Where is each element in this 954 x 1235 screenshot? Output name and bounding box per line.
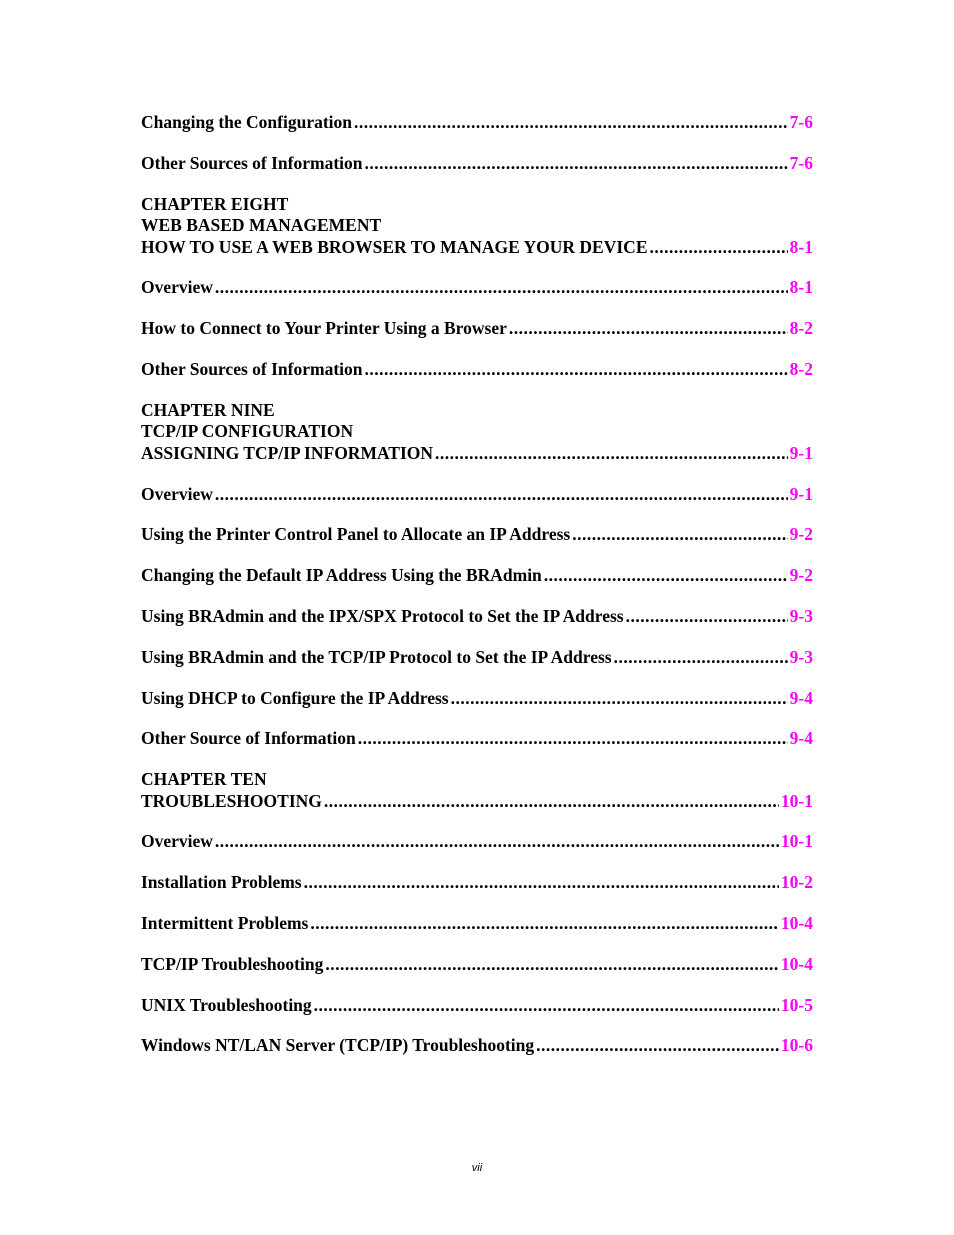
toc-entry[interactable] xyxy=(141,995,813,1017)
toc-entry[interactable] xyxy=(141,484,813,506)
leader-dots xyxy=(572,524,787,546)
toc-entry[interactable] xyxy=(141,153,813,175)
toc-page-link[interactable]: 9-2 xyxy=(789,565,813,586)
chapter-ten-section xyxy=(141,769,813,1057)
toc-entry-label: Overview xyxy=(141,277,213,298)
toc-entry[interactable] xyxy=(141,606,813,628)
leader-dots xyxy=(451,688,788,710)
toc-page-link[interactable]: 9-3 xyxy=(789,605,813,626)
leader-dots xyxy=(614,647,788,669)
leader-dots xyxy=(365,153,788,175)
chapter-title-heading: WEB BASED MANAGEMENT xyxy=(141,215,382,236)
toc-entry[interactable] xyxy=(141,913,813,935)
toc-entry[interactable] xyxy=(141,831,813,853)
leader-dots xyxy=(325,954,779,976)
toc-entry-label: How to Connect to Your Printer Using a Browser xyxy=(141,318,507,339)
toc-entry-label: Using BRAdmin and the TCP/IP Protocol to Set the IP Address xyxy=(141,646,612,667)
leader-dots xyxy=(354,112,788,134)
leader-dots xyxy=(215,277,788,299)
toc-entry-label: Changing the Default IP Address Using the BRAdmin xyxy=(141,565,542,586)
toc-page-link[interactable]: 10-1 xyxy=(780,831,813,852)
leader-dots xyxy=(310,913,779,935)
toc-entry-label: Installation Problems xyxy=(141,872,302,893)
toc-entry-label: Using DHCP to Configure the IP Address xyxy=(141,687,449,708)
toc-entry[interactable] xyxy=(141,318,813,340)
leader-dots xyxy=(304,872,779,894)
toc-page-link[interactable]: 9-4 xyxy=(789,728,813,749)
toc-page-link[interactable]: 10-4 xyxy=(780,953,813,974)
toc-entry[interactable] xyxy=(141,954,813,976)
chapter-nine-section xyxy=(141,400,813,750)
toc-entry-label: TROUBLESHOOTING xyxy=(141,790,322,811)
toc-entry-label: Overview xyxy=(141,483,213,504)
leader-dots xyxy=(544,565,788,587)
toc-entry-label: Intermittent Problems xyxy=(141,913,309,934)
toc-entry[interactable] xyxy=(141,1035,813,1057)
toc-page-link[interactable]: 9-3 xyxy=(789,646,813,667)
toc-entry[interactable] xyxy=(141,443,813,465)
toc-page-link[interactable]: 9-1 xyxy=(789,442,813,463)
leader-dots xyxy=(324,791,779,813)
leader-dots xyxy=(215,484,788,506)
toc-entry-label: UNIX Troubleshooting xyxy=(141,994,312,1015)
leader-dots xyxy=(509,318,788,340)
toc-entry-label: Overview xyxy=(141,831,213,852)
toc-page-link[interactable]: 9-4 xyxy=(789,687,813,708)
toc-entry-label: Other Source of Information xyxy=(141,728,356,749)
table-of-contents xyxy=(141,112,813,1076)
toc-entry[interactable] xyxy=(141,112,813,134)
toc-entry[interactable] xyxy=(141,277,813,299)
toc-page-link[interactable]: 10-5 xyxy=(780,994,813,1015)
toc-page-link[interactable]: 9-1 xyxy=(789,483,813,504)
toc-entry-label: Other Sources of Information xyxy=(141,152,363,173)
leader-dots xyxy=(365,359,788,381)
toc-page-link[interactable]: 8-2 xyxy=(789,358,813,379)
page-number-footer: vii xyxy=(471,1162,483,1174)
toc-entry-label: Using the Printer Control Panel to Allocate an IP Address xyxy=(141,524,571,545)
chapter-eight-section xyxy=(141,194,813,381)
toc-entry[interactable] xyxy=(141,647,813,669)
chapter-number-heading: CHAPTER EIGHT xyxy=(141,193,289,214)
toc-entry[interactable] xyxy=(141,359,813,381)
leader-dots xyxy=(626,606,788,628)
toc-page-link[interactable]: 10-1 xyxy=(780,790,813,811)
toc-page-link[interactable]: 8-1 xyxy=(789,277,813,298)
chapter-title-heading: TCP/IP CONFIGURATION xyxy=(141,421,354,442)
toc-entry[interactable] xyxy=(141,688,813,710)
toc-entry[interactable] xyxy=(141,237,813,259)
toc-entry-label: TCP/IP Troubleshooting xyxy=(141,953,324,974)
leader-dots xyxy=(215,831,779,853)
toc-entry[interactable] xyxy=(141,872,813,894)
toc-page-link[interactable]: 10-2 xyxy=(780,872,813,893)
toc-entry-label: HOW TO USE A WEB BROWSER TO MANAGE YOUR DEVICE xyxy=(141,236,648,257)
toc-entry[interactable] xyxy=(141,524,813,546)
leader-dots xyxy=(358,728,788,750)
toc-page-link[interactable]: 10-4 xyxy=(780,913,813,934)
toc-entry-label: ASSIGNING TCP/IP INFORMATION xyxy=(141,442,434,463)
leader-dots xyxy=(650,237,788,259)
toc-entry-label: Changing the Configuration xyxy=(141,112,353,132)
leader-dots xyxy=(314,995,779,1017)
toc-page-link[interactable]: 7-6 xyxy=(789,152,813,173)
toc-page-link[interactable]: 8-1 xyxy=(789,236,813,257)
toc-entry-label: Other Sources of Information xyxy=(141,358,363,379)
toc-page-link[interactable]: 10-6 xyxy=(780,1035,813,1056)
toc-page-link[interactable]: 9-2 xyxy=(789,524,813,545)
toc-entry-label: Windows NT/LAN Server (TCP/IP) Troubleshooting xyxy=(141,1035,535,1056)
toc-entry-label: Using BRAdmin and the IPX/SPX Protocol to Set the IP Address xyxy=(141,605,624,626)
toc-entry[interactable] xyxy=(141,791,813,813)
toc-entry[interactable] xyxy=(141,565,813,587)
leader-dots xyxy=(435,443,788,465)
toc-page-link[interactable]: 8-2 xyxy=(789,318,813,339)
chapter-number-heading: CHAPTER TEN xyxy=(141,769,267,790)
toc-entry[interactable] xyxy=(141,728,813,750)
toc-page-link[interactable]: 7-6 xyxy=(789,112,813,132)
leader-dots xyxy=(536,1035,779,1057)
chapter-number-heading: CHAPTER NINE xyxy=(141,399,275,420)
